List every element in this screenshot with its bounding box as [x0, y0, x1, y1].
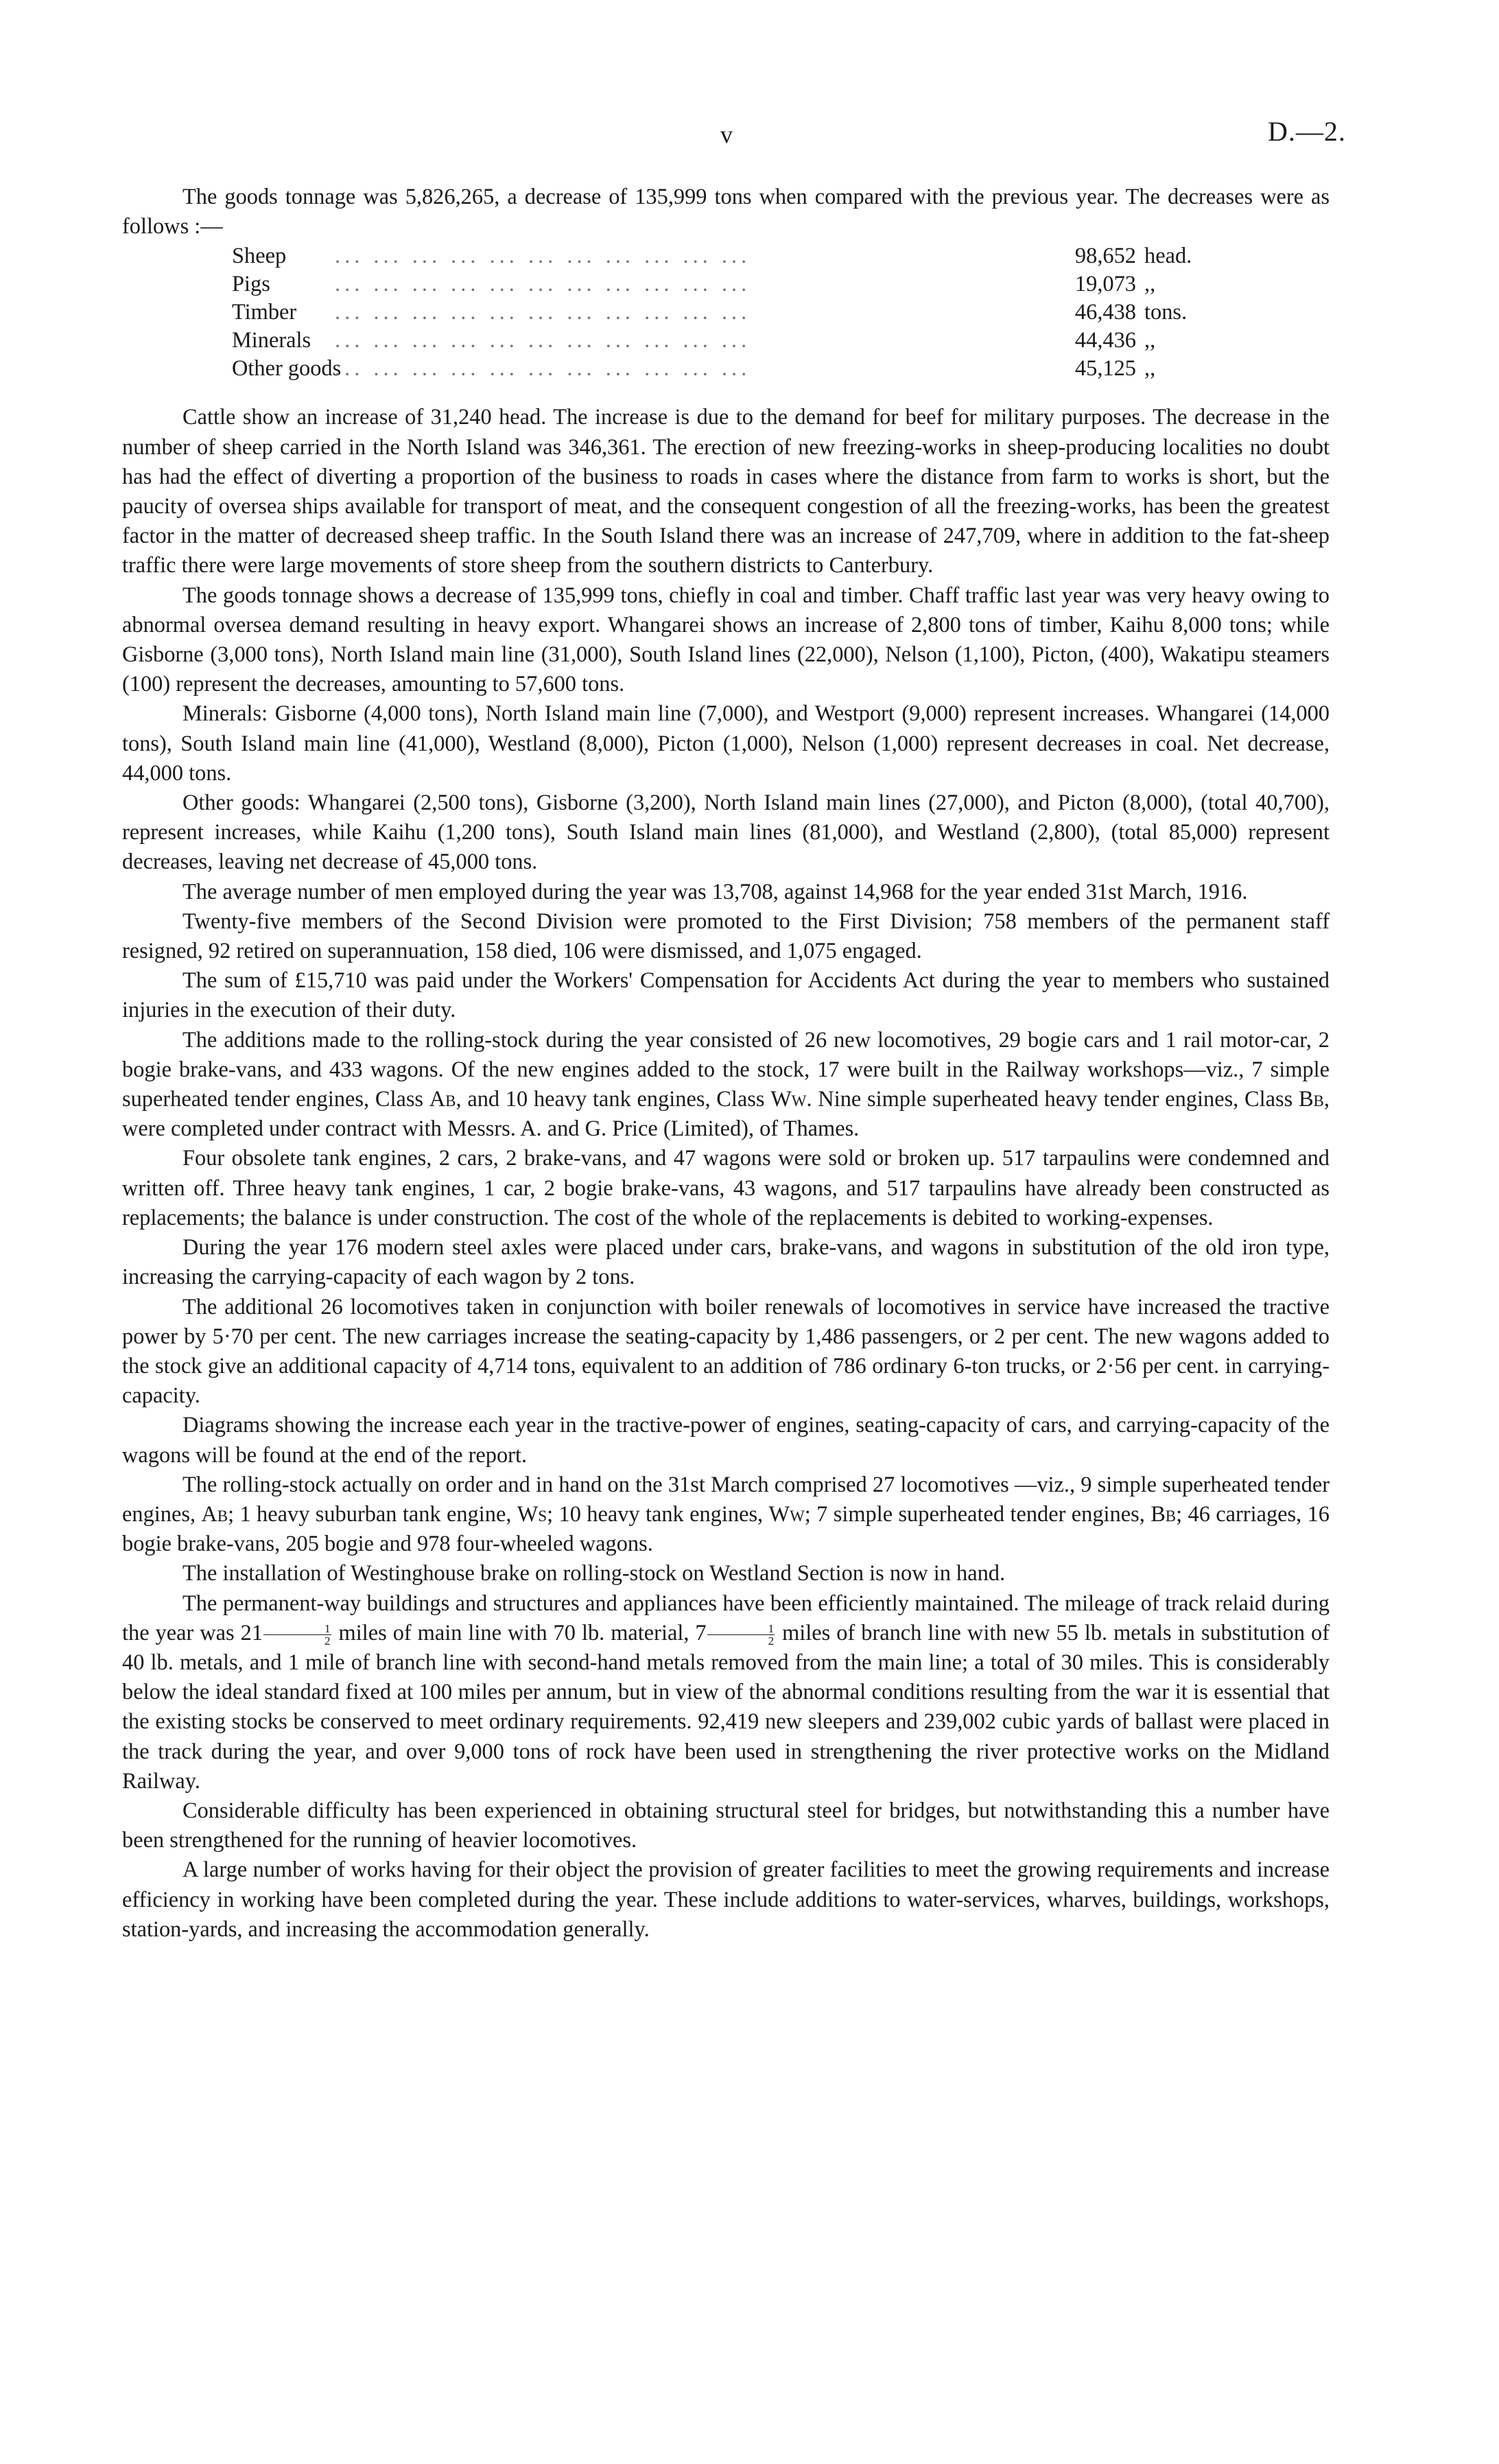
decrease-row-sheep	[232, 242, 1330, 270]
decrease-value: 19,073	[1074, 272, 1136, 297]
engine-class: Ws	[517, 1501, 547, 1527]
text-run: , and 10 heavy tank engines, Class	[456, 1087, 771, 1112]
paragraph-rolling-stock-additions	[122, 1026, 1330, 1145]
text-run: The additions made to the rolling-stock during the year consisted of 26 new locomotives, 29 bogie cars and 1 rail motor-car, 2 bogie brake-vans, and 433 wagons. Of the new engines added to the stock, 17 were built in the Railway workshops—viz., 7 simple superheated tender engines, Class	[122, 1027, 1330, 1112]
decreases-list	[122, 242, 1330, 382]
leader-dots: ... ... ... ... ... ... ... ... ... ... ...	[335, 328, 751, 353]
paragraph-obsolete-stock: Four obsolete tank engines, 2 cars, 2 brake-vans, and 47 wagons were sold or broken up. 517 tarpaulins were condemned and written off. Three heavy tank engines, 1 car, 2 bogie brake-vans, 43 wagons, and 517 tarpaulins have already been constructed as replacements; the balance is under construction. The cost of the whole of the replacements is debited to working-expenses.	[122, 1146, 1330, 1230]
decrease-label: Timber	[232, 300, 297, 325]
text-run: ; 1 heavy suburban tank engine,	[228, 1501, 517, 1527]
decrease-unit: ,,	[1144, 272, 1156, 297]
paragraph-steel-axles: During the year 176 modern steel axles were placed under cars, brake-vans, and wagons in substitution of the old iron type, increasing the carrying-capacity of each wagon by 2 tons.	[122, 1235, 1330, 1290]
decrease-row-minerals	[232, 326, 1330, 354]
text-run: , were completed under contract with Messrs. A. and G. Price (Limited), of Thames.	[122, 1087, 1330, 1142]
paragraph-diagrams: Diagrams showing the increase each year in the tractive-power of engines, seating-capacity of cars, and carrying-capacity of the wagons will be found at the end of the report.	[122, 1413, 1330, 1468]
intro-paragraph: The goods tonnage was 5,826,265, a decrease of 135,999 tons when compared with the previous year. The decreases were as follows :—	[122, 185, 1330, 239]
decrease-row-timber	[232, 298, 1330, 326]
decrease-unit: ,,	[1144, 356, 1156, 382]
paragraph-minerals: Minerals: Gisborne (4,000 tons), North Island main line (7,000), and Westport (9,000) represent increases. Whangarei (14,000 tons), South Island main line (41,000), Westland (8,000), Picton (1,000), Nelson (1,000) represent decreases in coal. Net decrease, 44,000 tons.	[122, 701, 1330, 786]
engine-class: Ab	[201, 1501, 228, 1527]
paragraph-works-completed: A large number of works having for their object the provision of greater facilities to meet the growing requirements and increase efficiency in working have been completed during the year. These include additions to water-services, wharves, buildings, workshops, station-yards, and increasing the accommodation generally.	[122, 1857, 1330, 1942]
text-run: miles of branch line with new 55 lb. metals in substitution of 40 lb. metals, and 1 mile of branch line with second-hand metals removed from the main line; a total of 30 miles. This is considerably below the ideal standard fixed at 100 miles per annum, but in view of the abnormal conditions resulting from the war it is essential that the existing stocks be conserved to meet ordinary requirements. 92,419 new sleepers and 239,002 cubic yards of ballast were placed in the track during the year, and over 9,000 tons of rock have been used in strengthening the river protective works on the Midland Railway.	[122, 1620, 1330, 1794]
engine-class: Ww	[768, 1501, 805, 1527]
text-run: ; 46 carriages, 16 bogie brake-vans, 205 bogie and 978 four-wheeled wagons.	[122, 1501, 1330, 1557]
engine-class: Bb	[1150, 1501, 1177, 1527]
decrease-label: Other goods	[232, 356, 342, 382]
leader-dots: ... ... ... ... ... ... ... ... ... ... ...	[335, 244, 751, 269]
paragraph-structural-steel: Considerable difficulty has been experienced in obtaining structural steel for bridges, but notwithstanding this a number have been strengthened for the running of heavier locomotives.	[122, 1798, 1330, 1853]
decrease-value: 98,652	[1074, 244, 1136, 269]
engine-class: Ab	[429, 1087, 456, 1112]
decrease-value: 46,438	[1074, 300, 1136, 325]
paragraph-on-order	[122, 1470, 1330, 1560]
decrease-row-other-goods	[232, 354, 1330, 382]
text-run: The rolling-stock actually on order and in hand on the 31st March comprised 27 locomotives —viz., 9 simple superheated tender engines,	[122, 1472, 1330, 1527]
text-run: ; 10 heavy tank engines,	[547, 1501, 769, 1527]
decrease-unit: ,,	[1144, 328, 1156, 353]
paragraph-other-goods: Other goods: Whangarei (2,500 tons), Gisborne (3,200), North Island main lines (27,000), and Picton (8,000), (total 40,700), represent increases, while Kaihu (1,200 tons), South Island main lines (81,000), and Westland (2,800), (total 85,000) represent decreases, leaving net decrease of 45,000 tons.	[122, 790, 1330, 875]
text-run: miles of main line with 70 lb. material, 7	[332, 1620, 707, 1645]
paragraph-westinghouse-brake: The installation of Westinghouse brake on rolling-stock on Westland Section is now in hand.	[182, 1561, 1006, 1586]
text-run: ; 7 simple superheated tender engines,	[804, 1501, 1151, 1527]
fraction-numerator: 1	[263, 1623, 331, 1635]
decrease-label: Pigs	[232, 272, 270, 297]
engine-class: Bb	[1298, 1087, 1324, 1112]
decrease-value: 44,436	[1074, 328, 1136, 353]
engine-class: Ww	[770, 1087, 807, 1112]
text-run: . Nine simple superheated heavy tender engines, Class	[806, 1087, 1299, 1112]
leader-dots: ... ... ... ... ... ... ... ... ... ... ...	[335, 272, 751, 297]
text-run: The permanent-way buildings and structures and appliances have been efficiently maintained. The mileage of track relaid during the year was 21	[122, 1591, 1330, 1645]
fraction-denominator: 2	[324, 1634, 331, 1647]
paragraph-goods-tonnage: The goods tonnage shows a decrease of 135,999 tons, chiefly in coal and timber. Chaff traffic last year was very heavy owing to abnormal oversea demand resulting in heavy export. Whangarei shows an increase of 2,800 tons of timber, Kaihu 8,000 tons; while Gisborne (3,000 tons), North Island main line (31,000), South Island lines (22,000), Nelson (1,100), Picton, (400), Wakatipu steamers (100) represent the decreases, amounting to 57,600 tons.	[122, 583, 1330, 697]
paragraph-capacity-increase: The additional 26 locomotives taken in conjunction with boiler renewals of locomotives in service have increased the tractive power by 5·70 per cent. The new carriages increase the seating-capacity by 1,486 passengers, or 2 per cent. The new wagons added to the stock give an additional capacity of 4,714 tons, equivalent to an addition of 786 ordinary 6-ton trucks, or 2·56 per cent. in carrying-capacity.	[122, 1294, 1330, 1409]
leader-dots: ... ... ... ... ... ... ... ... ... ... ...	[335, 300, 751, 325]
decrease-unit: tons.	[1144, 300, 1188, 325]
fraction-one-half	[263, 1623, 331, 1647]
decrease-row-pigs	[232, 270, 1330, 298]
fraction-one-half	[707, 1623, 775, 1647]
page-number: v	[720, 121, 733, 148]
fraction-numerator: 1	[707, 1623, 775, 1635]
fraction-denominator: 2	[768, 1634, 775, 1647]
report-body	[122, 183, 1330, 1945]
decrease-value: 45,125	[1074, 356, 1136, 382]
paragraph-cattle: Cattle show an increase of 31,240 head. The increase is due to the demand for beef for military purposes. The decrease in the number of sheep carried in the North Island was 346,361. The erection of new freezing-works in sheep-producing localities no doubt has had the effect of diverting a proportion of the business to roads in cases where the distance from farm to works is short, but the paucity of oversea ships available for transport of meat, and the consequent congestion of all the freezing-works, has been the greatest factor in the matter of decreased sheep traffic. In the South Island there was an increase of 247,709, where in addition to the fat-sheep traffic there were large movements of store sheep from the southern districts to Canterbury.	[122, 405, 1330, 578]
document-reference: D.—2.	[1268, 116, 1346, 147]
leader-dots: ... ... ... ... ... ... ... ... ... ... ...	[335, 356, 751, 382]
paragraph-staff-changes: Twenty-five members of the Second Division were promoted to the First Division; 758 members of the permanent staff resigned, 92 retired on superannuation, 158 died, 106 were dismissed, and 1,075 engaged.	[122, 908, 1330, 964]
decrease-label: Minerals	[232, 328, 311, 353]
decrease-unit: head.	[1144, 244, 1192, 269]
paragraph-men-employed: The average number of men employed during the year was 13,708, against 14,968 for the year ended 31st March, 1916.	[182, 879, 1248, 904]
paragraph-permanent-way	[122, 1589, 1330, 1796]
paragraph-workers-compensation: The sum of £15,710 was paid under the Workers' Compensation for Accidents Act during the year to members who sustained injuries in the execution of their duty.	[122, 968, 1330, 1023]
decrease-label: Sheep	[232, 244, 287, 269]
